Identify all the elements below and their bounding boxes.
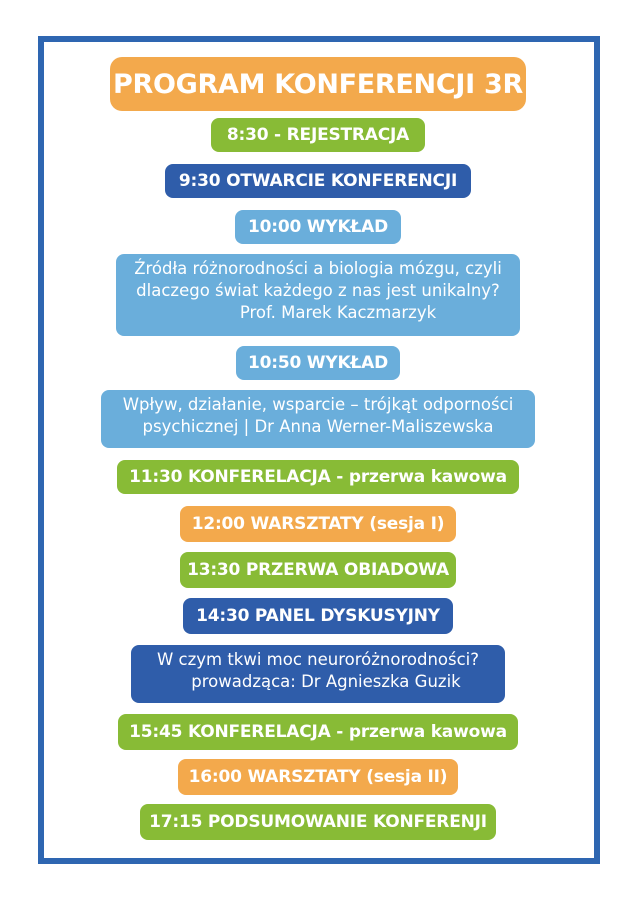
program-title: PROGRAM KONFERENCJI 3R bbox=[110, 57, 526, 111]
panel-moderator: prowadząca: Dr Agnieszka Guzik bbox=[191, 672, 461, 691]
lecture-2-line-2: psychicznej | Dr Anna Werner-Maliszewska bbox=[142, 417, 494, 436]
agenda-item-workshops-2: 16:00 WARSZTATY (sesja II) bbox=[178, 759, 458, 795]
agenda-item-lecture-2: 10:50 WYKŁAD bbox=[236, 346, 400, 380]
agenda-item-panel-discussion: 14:30 PANEL DYSKUSYJNY bbox=[183, 598, 453, 634]
lecture-1-speaker: Prof. Marek Kaczmarzyk bbox=[239, 303, 437, 322]
agenda-item-registration: 8:30 - REJESTRACJA bbox=[211, 118, 425, 152]
agenda-item-lunch-break: 13:30 PRZERWA OBIADOWA bbox=[180, 552, 456, 588]
panel-description bbox=[131, 645, 505, 703]
lecture-1-line-1: Źródła różnorodności a biologia mózgu, czyli bbox=[134, 259, 502, 278]
agenda-item-lecture-1: 10:00 WYKŁAD bbox=[235, 210, 401, 244]
lecture-2-description bbox=[101, 390, 535, 448]
lecture-2-line-1: Wpływ, działanie, wsparcie – trójkąt odporności bbox=[122, 395, 514, 414]
agenda-item-workshops-1: 12:00 WARSZTATY (sesja I) bbox=[180, 506, 456, 542]
panel-line-1: W czym tkwi moc neuroróżnorodności? bbox=[156, 650, 480, 669]
lecture-1-line-2: dlaczego świat każdego z nas jest unikalny? bbox=[136, 281, 500, 300]
lecture-1-description bbox=[116, 254, 520, 336]
agenda-item-coffee-break-1: 11:30 KONFERELACJA - przerwa kawowa bbox=[117, 460, 519, 494]
agenda-item-opening: 9:30 OTWARCIE KONFERENCJI bbox=[165, 164, 471, 198]
agenda-item-coffee-break-2: 15:45 KONFERELACJA - przerwa kawowa bbox=[118, 714, 518, 750]
agenda-item-summary: 17:15 PODSUMOWANIE KONFERENJI bbox=[140, 804, 496, 840]
